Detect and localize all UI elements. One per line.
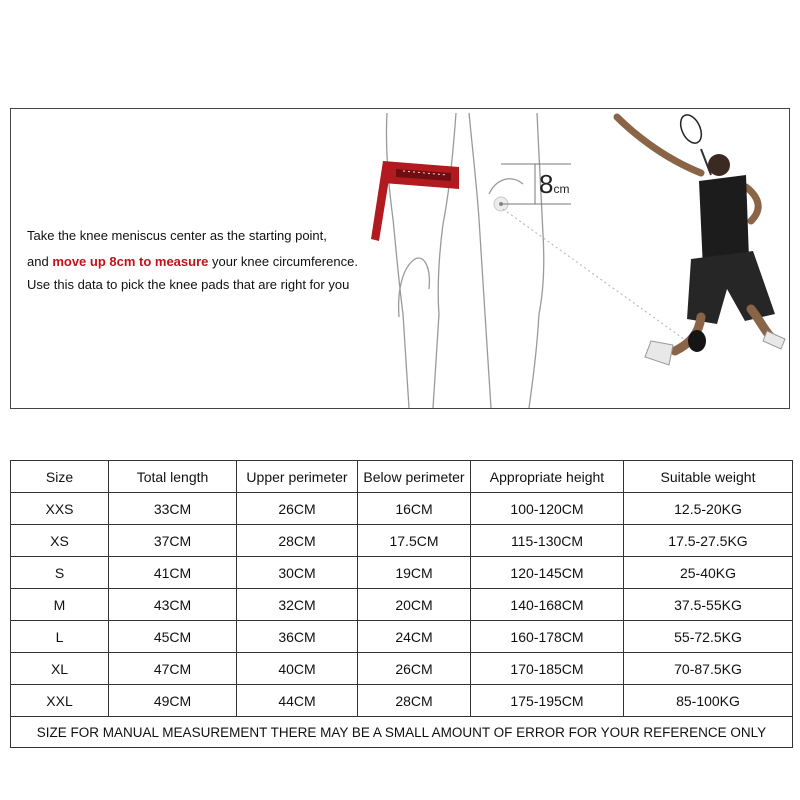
table-cell: 43CM <box>109 589 237 621</box>
table-cell: 19CM <box>358 557 471 589</box>
table-cell: XL <box>11 653 109 685</box>
table-cell: 32CM <box>237 589 358 621</box>
table-cell: 20CM <box>358 589 471 621</box>
table-cell: 30CM <box>237 557 358 589</box>
table-cell: 37.5-55KG <box>624 589 793 621</box>
table-cell: 33CM <box>109 493 237 525</box>
table-cell: 17.5-27.5KG <box>624 525 793 557</box>
table-row <box>11 653 793 685</box>
table-row <box>11 557 793 589</box>
pointer-line <box>503 209 695 347</box>
instruction-prefix: and <box>27 254 53 269</box>
table-cell: XXL <box>11 685 109 717</box>
table-cell: 70-87.5KG <box>624 653 793 685</box>
table-cell: 25-40KG <box>624 557 793 589</box>
table-cell: 28CM <box>358 685 471 717</box>
table-cell: M <box>11 589 109 621</box>
table-cell: 45CM <box>109 621 237 653</box>
table-row <box>11 621 793 653</box>
table-cell: 120-145CM <box>471 557 624 589</box>
table-cell: 28CM <box>237 525 358 557</box>
table-row <box>11 525 793 557</box>
table-cell: 17.5CM <box>358 525 471 557</box>
size-chart-table <box>10 460 793 748</box>
table-cell: 41CM <box>109 557 237 589</box>
table-footnote-row <box>11 717 793 748</box>
table-cell: 47CM <box>109 653 237 685</box>
instruction-line-3: Use this data to pick the knee pads that are right for you <box>27 277 350 292</box>
table-cell: L <box>11 621 109 653</box>
table-cell: 170-185CM <box>471 653 624 685</box>
table-cell: 37CM <box>109 525 237 557</box>
table-cell: 12.5-20KG <box>624 493 793 525</box>
measurement-guide-panel <box>10 108 790 409</box>
header-cell: Appropriate height <box>471 461 624 493</box>
header-cell: Upper perimeter <box>237 461 358 493</box>
header-cell: Total length <box>109 461 237 493</box>
table-cell: 26CM <box>358 653 471 685</box>
header-cell: Suitable weight <box>624 461 793 493</box>
table-row <box>11 589 793 621</box>
table-cell: 55-72.5KG <box>624 621 793 653</box>
instruction-suffix: your knee circumference. <box>208 254 358 269</box>
table-cell: XS <box>11 525 109 557</box>
table-cell: 85-100KG <box>624 685 793 717</box>
measuring-tape-icon <box>371 161 459 241</box>
badminton-player-icon <box>617 112 785 365</box>
table-cell: 140-168CM <box>471 589 624 621</box>
table-header-row <box>11 461 793 493</box>
table-row <box>11 493 793 525</box>
table-row <box>11 685 793 717</box>
table-cell: 36CM <box>237 621 358 653</box>
header-cell: Below perimeter <box>358 461 471 493</box>
header-cell: Size <box>11 461 109 493</box>
table-cell: 160-178CM <box>471 621 624 653</box>
table-cell: 40CM <box>237 653 358 685</box>
table-cell: S <box>11 557 109 589</box>
table-cell: 100-120CM <box>471 493 624 525</box>
table-cell: 49CM <box>109 685 237 717</box>
legs-diagram-icon <box>386 113 543 408</box>
table-cell: 26CM <box>237 493 358 525</box>
table-cell: 16CM <box>358 493 471 525</box>
table-cell: XXS <box>11 493 109 525</box>
table-footnote: SIZE FOR MANUAL MEASUREMENT THERE MAY BE A SMALL AMOUNT OF ERROR FOR YOUR REFERENCE ONLY <box>11 717 793 748</box>
measurement-label: 8cm <box>539 169 570 199</box>
table-cell: 115-130CM <box>471 525 624 557</box>
table-cell: 24CM <box>358 621 471 653</box>
instruction-line-1: Take the knee meniscus center as the starting point, <box>27 228 327 243</box>
knee-illustration <box>11 109 789 408</box>
table-cell: 175-195CM <box>471 685 624 717</box>
table-cell: 44CM <box>237 685 358 717</box>
instruction-highlight: move up 8cm to measure <box>52 254 209 269</box>
